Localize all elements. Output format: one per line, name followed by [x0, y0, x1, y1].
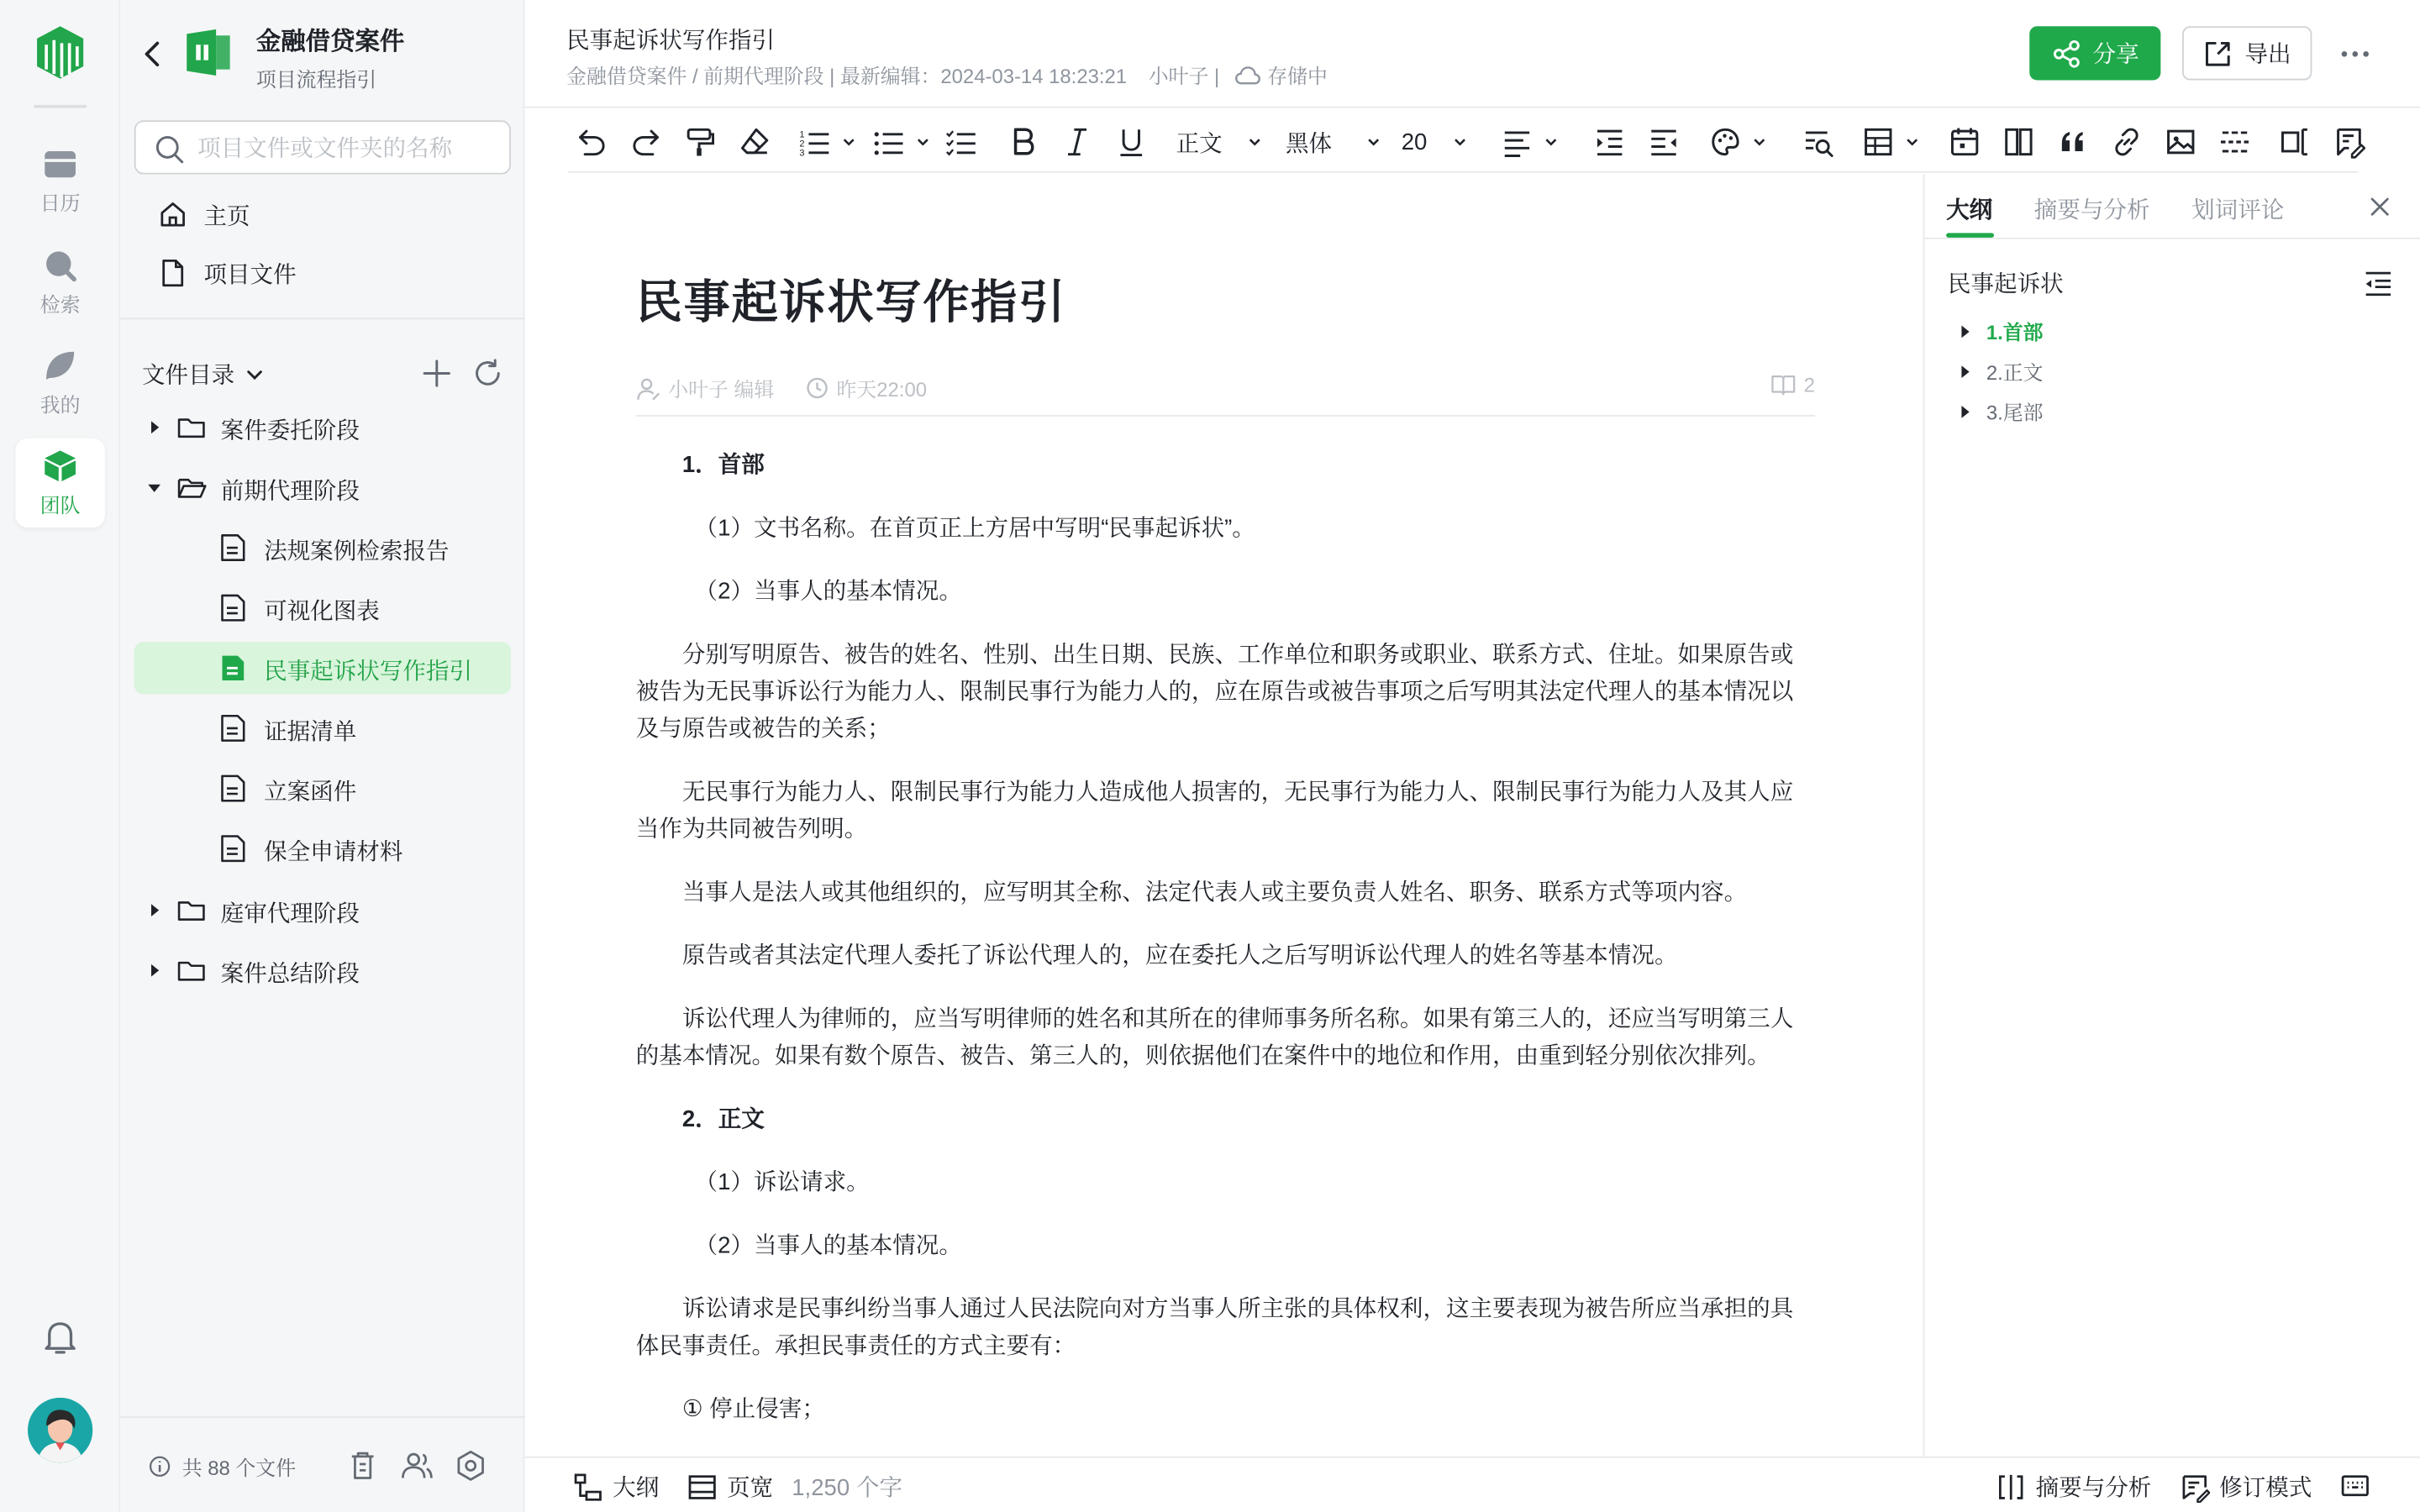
comment-icon[interactable]	[2332, 123, 2365, 160]
ordered-list-icon[interactable]	[798, 123, 857, 160]
sidebar	[120, 0, 524, 1512]
undo-icon[interactable]	[574, 123, 608, 160]
project-icon	[185, 28, 231, 77]
save-status: 存储中	[1267, 65, 1328, 88]
columns-icon[interactable]	[2002, 123, 2035, 160]
document-body[interactable]	[636, 448, 1815, 1455]
sidebar-footer	[120, 1416, 524, 1512]
chevron-down-icon	[1247, 134, 1262, 150]
outline-item-label: 2.正文	[1986, 360, 2044, 385]
page-width-toggle[interactable]	[687, 1470, 773, 1503]
settings-icon[interactable]	[454, 1449, 487, 1483]
paragraph: （1）文书名称。在首页正上方居中写明“民事起诉状”。	[694, 515, 1255, 542]
date-icon[interactable]	[1948, 123, 1981, 160]
nav-project-files[interactable]	[134, 247, 511, 299]
document-icon	[219, 592, 247, 623]
svg-text:3: 3	[799, 148, 805, 159]
outline-tabs	[1924, 175, 2420, 239]
rail-item-label: 团队	[39, 492, 81, 517]
font-size-value: 20	[1401, 129, 1428, 155]
status-bar	[524, 1457, 2419, 1512]
paragraph: 当事人是法人或其他组织的，应写明其全称、法定代表人或主要负责人姓名、职务、联系方式等项内容。	[681, 879, 1748, 906]
document-meta	[636, 370, 1815, 417]
page-width-label: 页宽	[727, 1474, 774, 1502]
tree-node-label: 立案函件	[264, 779, 357, 806]
align-icon[interactable]	[1500, 123, 1559, 160]
leaf-icon	[42, 348, 79, 381]
tree-header	[142, 354, 513, 391]
document-editor[interactable]	[524, 175, 1923, 1457]
tree-node-label: 案件委托阶段	[220, 417, 360, 444]
redo-icon[interactable]	[629, 123, 663, 160]
image-icon[interactable]	[2164, 123, 2197, 160]
cube-icon	[42, 449, 79, 482]
outline-toggle[interactable]	[572, 1470, 659, 1503]
font-family-select[interactable]	[1286, 123, 1381, 160]
section-heading: 1．首部	[681, 452, 765, 479]
paragraph: （2）当事人的基本情况。	[694, 1232, 962, 1259]
add-icon[interactable]	[420, 356, 454, 390]
caret-right-icon[interactable]	[146, 901, 161, 920]
document-header	[524, 0, 2419, 108]
document-title[interactable]: 民事起诉状写作指引	[635, 277, 1067, 329]
export-label: 导出	[2244, 41, 2291, 68]
rail-item-label: 日历	[39, 190, 81, 214]
paragraph: 无民事行为能力人、限制民事行为能力人造成他人损害的，无民事行为能力人、限制民事行为能力人及其人应当作为共同被告列明。	[635, 779, 1794, 843]
document-icon	[219, 773, 247, 804]
more-options-icon[interactable]	[2339, 40, 2370, 68]
tree-doc-preservation[interactable]	[134, 822, 511, 874]
summary-icon	[1996, 1471, 2027, 1502]
table-icon[interactable]	[1861, 123, 1920, 160]
document-icon	[219, 833, 247, 864]
nav-home[interactable]	[134, 188, 511, 240]
tree-folder-case-entrust[interactable]	[134, 402, 511, 454]
tree-folder-preliminary[interactable]	[134, 461, 511, 513]
folder-icon	[176, 895, 207, 926]
quote-icon[interactable]	[2055, 123, 2089, 160]
tree-header-label: 文件目录	[141, 362, 235, 389]
file-count-label: 共 88 个文件	[182, 1456, 297, 1480]
outline-item-label: 1.首部	[1986, 321, 2044, 344]
chevron-down-icon	[1366, 134, 1381, 150]
nav-files-label: 项目文件	[203, 261, 297, 288]
task-list-icon[interactable]	[944, 123, 978, 160]
svg-text:2: 2	[799, 139, 805, 150]
folder-icon	[176, 955, 207, 986]
clear-format-icon[interactable]	[738, 123, 771, 160]
find-replace-icon[interactable]	[1801, 123, 1834, 160]
outline-toggle-label: 大纲	[613, 1474, 660, 1502]
word-count: 1,250 个字	[792, 1474, 902, 1502]
project-subtitle: 项目流程指引	[255, 67, 377, 92]
refresh-icon[interactable]	[471, 356, 504, 390]
export-button[interactable]	[2182, 26, 2312, 80]
app-logo[interactable]	[33, 24, 88, 82]
outline-root[interactable]: 民事起诉状	[1947, 271, 2064, 298]
chevron-down-icon	[1752, 134, 1767, 150]
paragraph: 原告或者其法定代理人委托了诉讼代理人的，应在委托人之后写明诉讼代理人的姓名等基本情况。	[681, 942, 1678, 969]
outline-item[interactable]	[1959, 356, 2044, 386]
summary-analysis-label: 摘要与分析	[2035, 1474, 2152, 1502]
keyboard-icon[interactable]	[2339, 1470, 2370, 1501]
tree-doc-evidence-list[interactable]	[134, 702, 511, 754]
caret-down-icon[interactable]	[146, 478, 161, 496]
tree-doc-regulation-report[interactable]	[134, 522, 511, 574]
tab-outline[interactable]: 大纲	[1946, 197, 1993, 224]
info-icon	[148, 1455, 171, 1478]
members-icon[interactable]	[400, 1449, 434, 1483]
last-editor: 小叶子 |	[1148, 65, 1220, 88]
file-icon	[157, 258, 188, 289]
project-header	[120, 0, 524, 108]
caret-right-icon[interactable]	[1959, 403, 1971, 418]
search-box[interactable]	[134, 120, 511, 174]
file-count	[148, 1452, 296, 1481]
paragraph: （1）诉讼请求。	[694, 1169, 870, 1196]
revision-icon	[2179, 1471, 2210, 1502]
rail-item-team[interactable]	[15, 438, 105, 528]
sidebar-divider	[120, 318, 524, 319]
formatting-toolbar	[568, 114, 2359, 173]
document-header-title: 民事起诉状写作指引	[566, 28, 776, 55]
outline-collapse-icon[interactable]	[2363, 270, 2394, 297]
tab-comments[interactable]: 划词评论	[2191, 197, 2285, 224]
document-time	[806, 373, 927, 402]
rail-item-calendar[interactable]	[15, 136, 105, 226]
export-icon	[2203, 38, 2234, 69]
caret-right-icon[interactable]	[1959, 323, 1971, 339]
outline-panel	[1923, 175, 2420, 1457]
share-button[interactable]	[2029, 26, 2160, 80]
paragraph: 分别写明原告、被告的姓名、性别、出生日期、民族、工作单位和职务或职业、联系方式、住址。如果原告或被告为无民事诉讼行为能力人、限制民事行为能力人的，应在原告或被告事项之后写明其法定代理人的基本情况以及与原告或被告的关系；	[635, 642, 1794, 743]
tree-node-label: 前期代理阶段	[220, 478, 360, 505]
chevron-down-icon	[1544, 134, 1559, 150]
tree-node-label: 民事起诉状写作指引	[264, 659, 473, 685]
tab-summary[interactable]: 摘要与分析	[2033, 197, 2150, 224]
search-input[interactable]	[197, 133, 498, 164]
page-width-icon	[687, 1471, 718, 1502]
divider-icon[interactable]	[2217, 123, 2251, 160]
indent-decrease-icon[interactable]	[1647, 123, 1681, 160]
paragraph: 诉讼请求是民事纠纷当事人通过人民法院向对方当事人所主张的具体权利，这主要表现为被告所应当承担的具体民事责任。承担民事责任的方式主要有：	[635, 1295, 1794, 1360]
outline-item[interactable]	[1959, 317, 2044, 346]
chevron-down-icon	[1904, 134, 1919, 150]
document-readers-count: 2	[1803, 373, 1815, 397]
bullet-list-icon[interactable]	[872, 123, 931, 160]
rail-item-mine[interactable]	[15, 338, 105, 428]
caret-right-icon[interactable]	[146, 418, 161, 437]
chevron-down-icon	[841, 134, 856, 150]
section-heading: 2．正文	[681, 1105, 765, 1133]
revision-mode-toggle[interactable]	[2179, 1470, 2312, 1503]
tree-doc-visual-chart[interactable]	[134, 581, 511, 633]
home-icon	[157, 199, 188, 230]
rail-item-label: 检索	[39, 292, 81, 316]
rail-divider	[34, 105, 86, 108]
chevron-down-icon	[915, 134, 930, 150]
folder-open-icon	[176, 472, 207, 503]
tree-doc-filing-letter[interactable]	[134, 762, 511, 814]
document-author-label: 小叶子 编辑	[668, 377, 775, 402]
user-icon	[636, 375, 660, 400]
document-breadcrumb	[566, 60, 1328, 90]
breadcrumb: 金融借贷案件 / 前期代理阶段 | 最新编辑：2024-03-14 18:23:21	[566, 65, 1128, 88]
avatar[interactable]	[28, 1398, 92, 1462]
nav-home-label: 主页	[203, 202, 250, 229]
rail-item-label: 我的	[39, 392, 81, 416]
active-tab-indicator	[1946, 233, 1994, 238]
link-icon[interactable]	[2110, 123, 2144, 160]
outline-item-label: 3.尾部	[1986, 401, 2044, 425]
caret-right-icon[interactable]	[1959, 364, 1971, 379]
paragraph-style-select[interactable]	[1176, 123, 1263, 160]
italic-icon[interactable]	[1060, 123, 1094, 160]
cloud-icon	[1235, 64, 1261, 86]
outline-item[interactable]	[1959, 396, 2044, 426]
text-direction-icon[interactable]	[2278, 123, 2312, 160]
underline-icon[interactable]	[1114, 123, 1148, 160]
app-rail	[0, 0, 120, 1512]
font-family-value: 黑体	[1285, 130, 1333, 157]
paragraph: （2）当事人的基本情况。	[694, 578, 962, 605]
tree-node-label: 可视化图表	[264, 598, 380, 625]
folder-icon	[176, 412, 207, 443]
tree-node-label: 法规案例检索报告	[264, 538, 450, 565]
document-icon	[219, 713, 247, 744]
svg-text:1: 1	[799, 129, 805, 140]
summary-analysis-toggle[interactable]	[1996, 1470, 2152, 1503]
search-icon	[42, 248, 79, 281]
caret-right-icon[interactable]	[146, 961, 161, 979]
tree-node-label: 案件总结阶段	[220, 961, 360, 988]
search-icon	[155, 134, 186, 165]
tree-folder-trial[interactable]	[134, 884, 511, 936]
paragraph: 诉讼代理人为律师的，应当写明律师的姓名和其所在的律师事务所名称。如果有第三人的，还应当写明第三人的基本情况。如果有数个原告、被告、第三人的，则依据他们在案件中的地位和作用，由重到轻分别依次排列。	[635, 1005, 1794, 1069]
document-author	[636, 373, 775, 402]
tree-doc-complaint-guide[interactable]	[134, 642, 511, 694]
outline-icon	[572, 1471, 603, 1502]
chevron-down-icon	[1452, 134, 1467, 150]
revision-mode-label: 修订模式	[2219, 1474, 2312, 1502]
trash-icon[interactable]	[345, 1449, 379, 1483]
paragraph-style-value: 正文	[1176, 130, 1223, 157]
clock-icon	[806, 376, 829, 400]
document-time-label: 昨天22:00	[836, 377, 928, 402]
tree-node-label: 保全申请材料	[264, 839, 403, 866]
font-size-select[interactable]	[1402, 123, 1467, 160]
main-area	[524, 0, 2419, 1512]
document-readers[interactable]	[1770, 373, 1815, 396]
book-icon	[1770, 373, 1796, 396]
project-title: 金融借贷案件	[255, 29, 405, 56]
calendar-icon	[42, 146, 79, 180]
document-icon	[219, 533, 247, 564]
tree-node-label: 证据清单	[264, 718, 357, 746]
bold-icon[interactable]	[1007, 123, 1040, 160]
notification-bell-icon[interactable]	[40, 1316, 81, 1357]
rail-item-search[interactable]	[15, 238, 105, 328]
document-filled-icon	[219, 653, 247, 684]
indent-increase-icon[interactable]	[1592, 123, 1626, 160]
color-palette-icon[interactable]	[1708, 123, 1767, 160]
tree-folder-summary[interactable]	[134, 944, 511, 996]
chevron-down-icon	[244, 364, 266, 386]
share-label: 分享	[2092, 41, 2139, 68]
share-icon	[2051, 38, 2082, 69]
back-chevron-icon[interactable]	[142, 40, 164, 68]
tree-node-label: 庭审代理阶段	[220, 900, 360, 927]
tree-header-toggle[interactable]	[142, 358, 266, 391]
close-icon[interactable]	[2369, 196, 2391, 218]
format-painter-icon[interactable]	[684, 123, 718, 160]
paragraph: ① 停止侵害；	[681, 1396, 825, 1423]
